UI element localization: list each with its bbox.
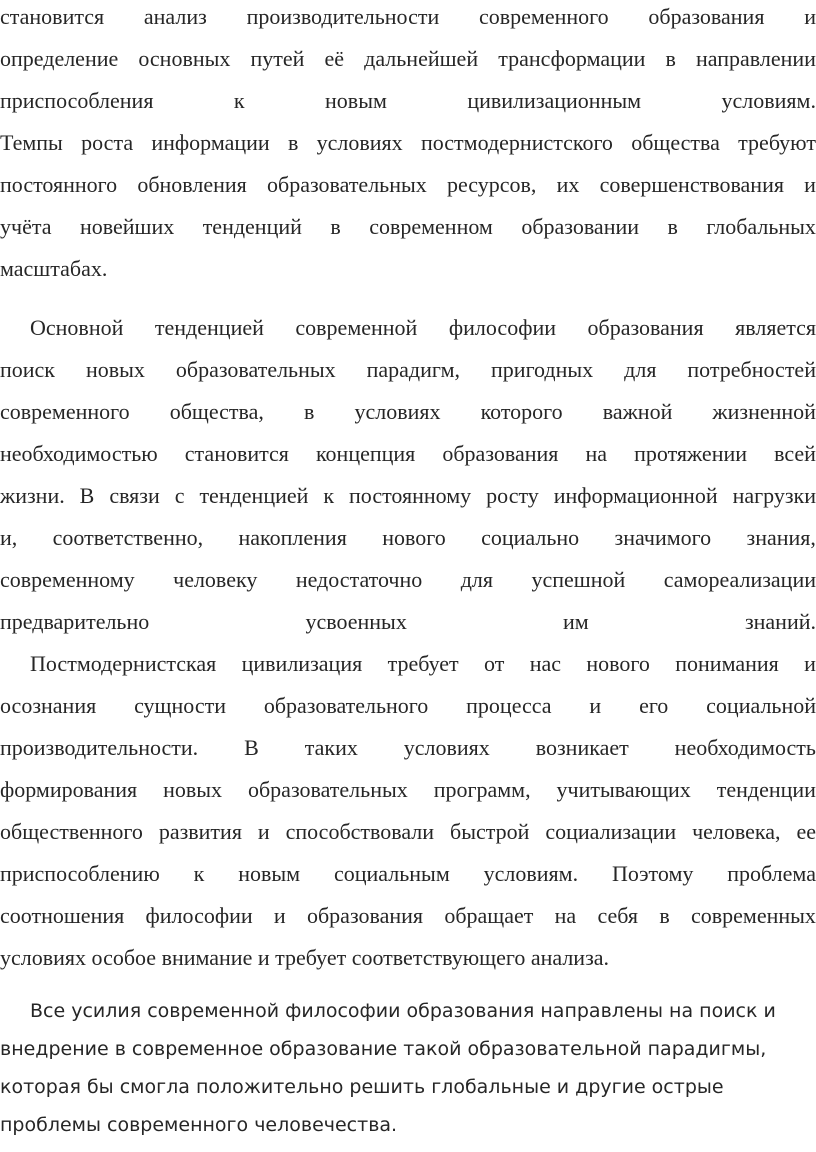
word: потребностей — [687, 357, 816, 382]
word: социализации — [545, 819, 677, 844]
word: процесса — [466, 693, 552, 718]
word: программ, — [433, 777, 531, 802]
text-line — [0, 523, 816, 553]
word: определение — [0, 46, 119, 71]
word: обращает — [444, 903, 534, 928]
word: нагрузки — [732, 483, 816, 508]
word: общественного — [0, 819, 143, 844]
word: направлении — [696, 46, 816, 71]
word: для — [460, 567, 494, 592]
text-line — [0, 607, 816, 637]
word: и — [273, 903, 286, 928]
word: Темпы — [0, 130, 63, 155]
word: нового — [382, 525, 446, 550]
word: парадигм, — [366, 357, 461, 382]
word: роста — [81, 130, 134, 155]
word: обновления — [137, 172, 247, 197]
word: концепция — [315, 441, 416, 466]
word: жизни. — [0, 483, 65, 508]
word: в — [665, 46, 676, 71]
text-line: внедрение в современное образование такой образовательной парадигмы, — [0, 1038, 767, 1060]
word: протяжении — [634, 441, 748, 466]
word: В — [79, 483, 95, 508]
word: образовании — [521, 214, 640, 239]
text-line — [0, 901, 816, 931]
word: образования — [442, 441, 559, 466]
word: накопления — [238, 525, 347, 550]
word: человеку — [173, 567, 258, 592]
word: цивилизационным — [467, 88, 642, 113]
word: тенденций — [202, 214, 302, 239]
word: современному — [0, 567, 135, 592]
word: является — [735, 315, 816, 340]
word: осознания — [0, 693, 97, 718]
word: Поэтому — [611, 861, 694, 886]
text-line — [0, 44, 816, 74]
text-line — [0, 212, 816, 242]
word: условиях — [316, 130, 403, 155]
word: образовательных — [267, 172, 427, 197]
word: соотношения — [0, 903, 125, 928]
text-line — [0, 733, 816, 763]
word: анализ — [143, 4, 207, 29]
text-line — [0, 481, 816, 511]
word: тенденцией — [199, 483, 309, 508]
word: которого — [480, 399, 563, 424]
word: требуют — [738, 130, 816, 155]
text-line: проблемы современного человечества. — [0, 1114, 398, 1136]
word: необходимостью — [0, 441, 158, 466]
word: недостаточно — [295, 567, 423, 592]
word: их — [556, 172, 580, 197]
word: учёта — [0, 214, 52, 239]
word: понимания — [675, 651, 779, 676]
word: новых — [163, 777, 223, 802]
word: проблема — [727, 861, 816, 886]
word: в — [287, 130, 299, 155]
word: условиях — [403, 735, 490, 760]
word: от — [484, 651, 505, 676]
word: в — [330, 214, 341, 239]
word: быстрой — [450, 819, 530, 844]
word: современном — [369, 214, 493, 239]
word: новым — [325, 88, 387, 113]
text-line — [0, 86, 816, 116]
word: дальнейшей — [364, 46, 479, 71]
word: и — [257, 819, 270, 844]
word: современного — [479, 4, 609, 29]
word: и — [804, 651, 816, 676]
word: им — [563, 609, 589, 634]
text-line — [0, 439, 816, 469]
word: Основной — [30, 315, 124, 340]
word: социальным — [333, 861, 450, 886]
word: ресурсов, — [446, 172, 537, 197]
word: образования — [648, 4, 765, 29]
text-line — [0, 775, 816, 805]
text-line — [0, 2, 816, 32]
text-line — [0, 817, 816, 847]
word: общества, — [169, 399, 264, 424]
word: связи — [109, 483, 160, 508]
word: с — [174, 483, 185, 508]
word: цивилизация — [241, 651, 363, 676]
word: для — [624, 357, 657, 382]
word: требует — [387, 651, 459, 676]
word: усвоенных — [305, 609, 407, 634]
word: новейших — [79, 214, 175, 239]
word: нас — [529, 651, 562, 676]
word: себя — [597, 903, 639, 928]
word: всей — [774, 441, 816, 466]
word: становится — [184, 441, 289, 466]
word: учитывающих — [556, 777, 691, 802]
word: современной — [295, 315, 418, 340]
word: важной — [602, 399, 673, 424]
word: к — [233, 88, 245, 113]
word: образования — [306, 903, 424, 928]
word: информации — [151, 130, 270, 155]
word: социальной — [706, 693, 816, 718]
word: постоянного — [0, 172, 118, 197]
word: современного — [0, 399, 130, 424]
word: необходимость — [674, 735, 816, 760]
word: её — [324, 46, 345, 71]
text-line — [0, 565, 816, 595]
word: соответственно, — [52, 525, 204, 550]
word: жизненной — [712, 399, 816, 424]
word: возникает — [535, 735, 629, 760]
word: в — [667, 214, 678, 239]
word: социально — [481, 525, 580, 550]
word: образовательного — [263, 693, 429, 718]
word: философии — [448, 315, 556, 340]
word: производительности. — [0, 735, 199, 760]
text-line: Все усилия современной философии образования направлены на поиск и — [30, 1000, 776, 1022]
word: и — [804, 4, 816, 29]
word: образовательных — [247, 777, 408, 802]
text-line — [0, 691, 816, 721]
text-line — [0, 859, 816, 889]
word: глобальных — [706, 214, 816, 239]
word: приспособления — [0, 88, 154, 113]
word: знаний. — [744, 609, 816, 634]
word: постмодернистского — [420, 130, 613, 155]
word: становится — [0, 4, 105, 29]
word: формирования — [0, 777, 138, 802]
word: условиям. — [721, 88, 816, 113]
word: самореализации — [663, 567, 816, 592]
word: путей — [250, 46, 305, 71]
text-line — [0, 128, 816, 158]
word: таких — [304, 735, 358, 760]
word: к — [193, 861, 205, 886]
word: тенденции — [716, 777, 816, 802]
text-line: условиях особое внимание и требует соответствующего анализа. — [0, 945, 610, 970]
word: образования — [587, 315, 704, 340]
text-line — [0, 355, 816, 385]
word: постоянному — [349, 483, 472, 508]
word: и — [589, 693, 602, 718]
word: условиям. — [483, 861, 579, 886]
word: производительности — [246, 4, 440, 29]
word: В — [244, 735, 259, 760]
word: общества — [631, 130, 720, 155]
word: в — [659, 903, 670, 928]
word: к — [323, 483, 335, 508]
text-line: которая бы смогла положительно решить глобальные и другие острые — [0, 1076, 724, 1098]
word: философии — [145, 903, 253, 928]
text-line — [0, 397, 816, 427]
word: на — [554, 903, 577, 928]
word: в — [303, 399, 315, 424]
word: поиск — [0, 357, 55, 382]
text-line — [0, 649, 816, 679]
word: Постмодернистская — [30, 651, 217, 676]
text-line — [0, 313, 816, 343]
word: новым — [238, 861, 301, 886]
word: способствовали — [285, 819, 435, 844]
word: ее — [796, 819, 816, 844]
text-line — [0, 170, 816, 200]
word: его — [639, 693, 669, 718]
word: совершенствования — [599, 172, 784, 197]
word: значимого — [614, 525, 712, 550]
word: условиях — [354, 399, 441, 424]
word: сущности — [134, 693, 226, 718]
word: пригодных — [491, 357, 594, 382]
word: развития — [158, 819, 242, 844]
word: новых — [85, 357, 145, 382]
word: образовательных — [175, 357, 336, 382]
word: и, — [0, 525, 18, 550]
word: приспособлению — [0, 861, 160, 886]
word: основных — [138, 46, 231, 71]
word: нового — [586, 651, 650, 676]
word: росту — [486, 483, 539, 508]
word: на — [585, 441, 608, 466]
text-line: масштабах. — [0, 256, 108, 281]
word: информационной — [553, 483, 718, 508]
word: тенденцией — [154, 315, 264, 340]
word: успешной — [531, 567, 626, 592]
word: и — [804, 172, 816, 197]
word: человека, — [692, 819, 781, 844]
word: предварительно — [0, 609, 150, 634]
word: трансформации — [498, 46, 646, 71]
word: современных — [691, 903, 816, 928]
word: знания, — [746, 525, 816, 550]
